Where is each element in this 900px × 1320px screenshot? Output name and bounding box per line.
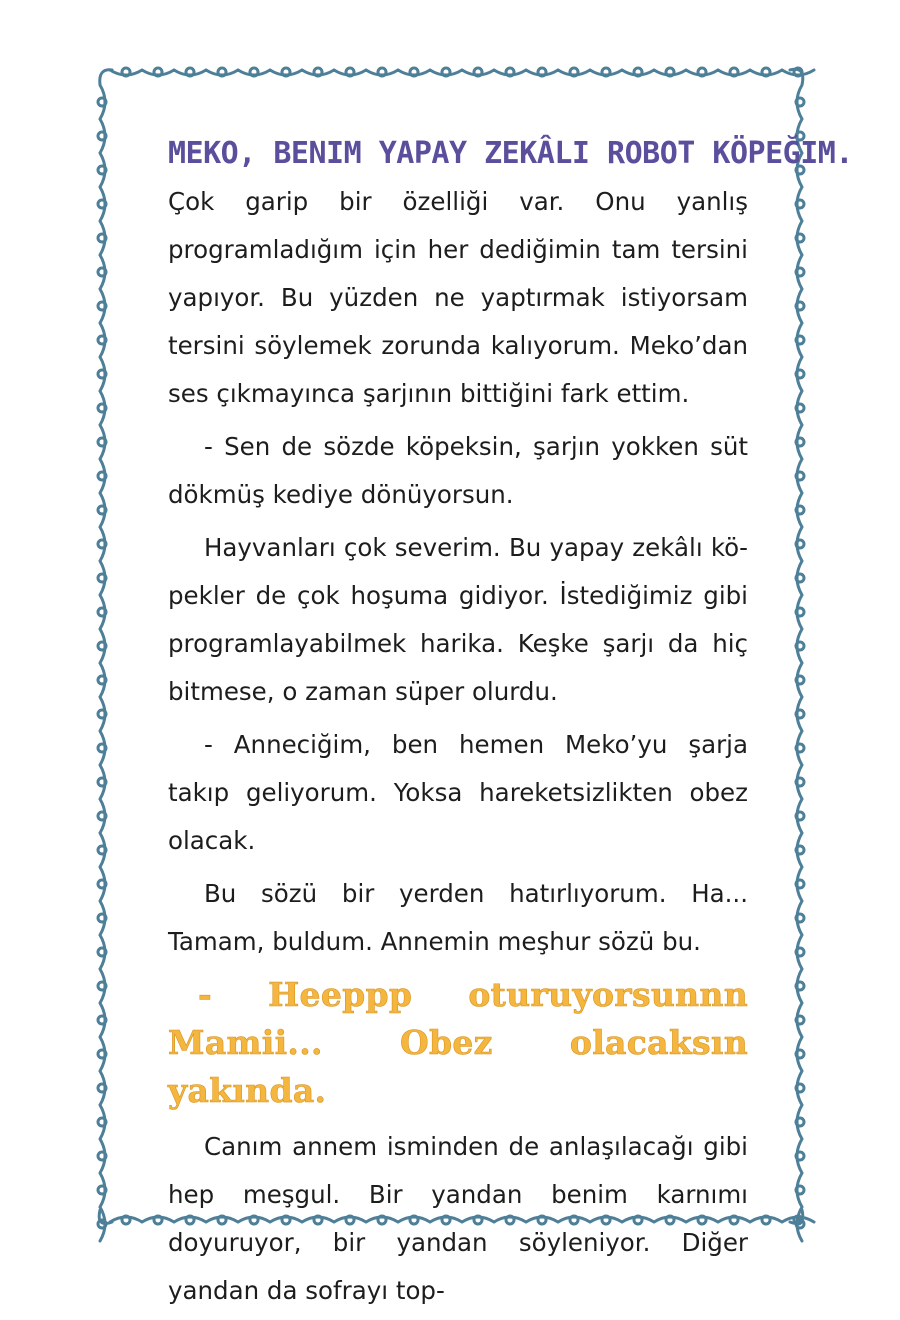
paragraph-2: - Sen de sözde köpeksin, şarjın yokken süt dökmüş kediye dönüyorsun. <box>168 432 748 509</box>
paragraph-closing: Canım annem isminden de anlaşılacağı gibi hep meşgul. Bir yandan benim karnımı doyuruyor, bir yandan söyleniyor. Diğer yandan da sofrayı top- <box>168 1132 748 1305</box>
shout-quote: - Heeppp oturuyorsunnn Mamii... Obez olacaksın yakında. <box>168 975 748 1110</box>
page-text <box>168 130 853 1320</box>
page-heading: MEKO, BENIM YAPAY ZEKÂLI ROBOT KÖPEĞIM. <box>168 136 853 171</box>
paragraph-3: Hayvanları çok severim. Bu yapay zekâlı köpekler de çok hoşuma gidiyor. İstediğimiz gibi programlayabilmek harika. Keşke şarjı da hiç bitmese, o zaman süper olurdu. <box>168 533 748 706</box>
paragraph-4: - Anneciğim, ben hemen Meko’yu şarja takıp geliyorum. Yoksa hareketsizlikten obez olacak. <box>168 730 748 855</box>
paragraph-1: Çok garip bir özelliği var. Onu yanlış programladığım için her dediğimin tam tersini yapıyor. Bu yüzden ne yaptırmak istiyorsam tersini söylemek zorunda kalıyorum. Meko’dan ses çıkmayınca şarjının bittiğini fark ettim. <box>168 187 748 408</box>
paragraph-5: Bu sözü bir yerden hatırlıyorum. Ha... Tamam, buldum. Annemin meşhur sözü bu. <box>168 879 748 956</box>
